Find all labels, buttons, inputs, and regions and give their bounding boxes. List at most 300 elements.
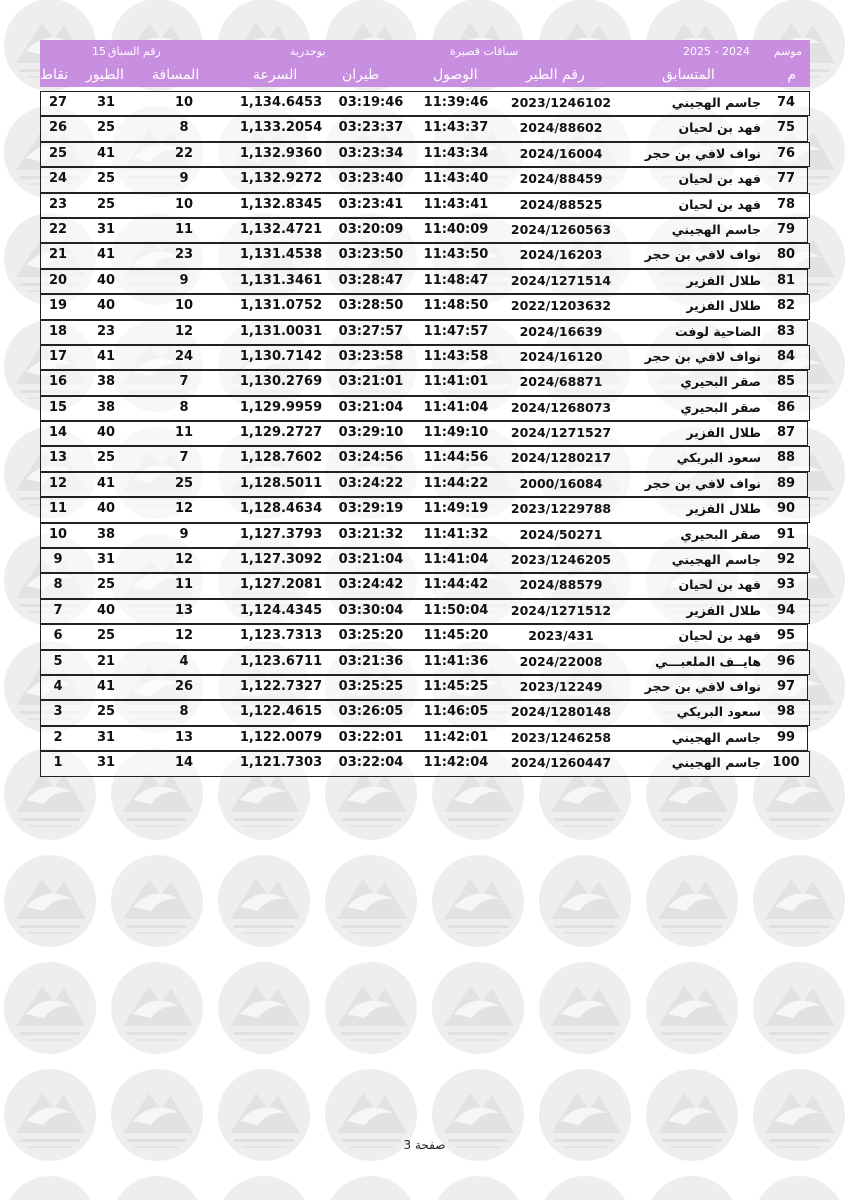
cell-speed: 1,127.3793	[239, 526, 323, 542]
cell-distance: 14	[174, 755, 194, 771]
cell-distance: 10	[174, 95, 194, 110]
table-row	[40, 726, 808, 751]
cell-arrival: 11:44:56	[423, 450, 489, 466]
cell-name: طلال الفزير	[686, 501, 761, 517]
cell-points: 4	[53, 678, 63, 694]
cell-num: 81	[776, 272, 796, 288]
cell-flight: 03:23:34	[338, 145, 404, 161]
cell-flight: 03:28:47	[338, 272, 404, 288]
col-num: م	[787, 66, 796, 83]
cell-flight: 03:23:58	[338, 348, 404, 364]
cell-birds: 41	[96, 678, 116, 694]
cell-speed: 1,133.2054	[239, 120, 323, 136]
cell-name: طلال الفزير	[686, 425, 761, 441]
cell-num: 74	[776, 95, 796, 110]
cell-points: 3	[53, 704, 63, 720]
cell-flight: 03:19:46	[338, 95, 404, 110]
cell-points: 11	[48, 501, 68, 517]
watermark-logo	[111, 855, 203, 947]
table-row	[40, 142, 810, 167]
cell-arrival: 11:50:04	[423, 602, 489, 618]
cell-distance: 9	[179, 526, 189, 542]
cell-speed: 1,124.4345	[239, 602, 323, 618]
cell-flight: 03:21:04	[338, 552, 404, 568]
cell-points: 21	[48, 247, 68, 263]
cell-flight: 03:23:37	[338, 120, 404, 136]
cell-distance: 12	[174, 552, 194, 568]
table-row	[40, 573, 808, 598]
watermark-logo	[432, 1176, 524, 1200]
table-row	[40, 548, 810, 573]
cell-ring: 2023/12249	[519, 678, 603, 694]
watermark-logo	[646, 1176, 738, 1200]
cell-name: طلال الفزير	[686, 602, 761, 618]
table-row	[40, 320, 808, 345]
cell-speed: 1,128.5011	[239, 475, 323, 491]
table-row	[40, 396, 810, 421]
cell-speed: 1,128.7602	[239, 450, 323, 466]
cell-num: 92	[776, 552, 796, 568]
cell-distance: 22	[174, 145, 194, 161]
cell-ring: 2023/1229788	[510, 501, 612, 517]
cell-name: سعود البريكي	[676, 704, 761, 720]
table-title-bar	[40, 40, 810, 62]
race-number: 15	[92, 44, 106, 58]
cell-birds: 25	[96, 171, 116, 187]
cell-flight: 03:20:09	[338, 221, 404, 237]
cell-num: 79	[776, 221, 796, 237]
cell-ring: 2024/88525	[519, 196, 603, 212]
cell-birds: 23	[96, 323, 116, 339]
table-header-row	[40, 62, 810, 87]
cell-points: 26	[48, 120, 68, 136]
cell-flight: 03:24:22	[338, 475, 404, 491]
cell-arrival: 11:43:37	[423, 120, 489, 136]
cell-points: 17	[48, 348, 68, 364]
cell-flight: 03:28:50	[338, 298, 404, 314]
col-distance: المسافة	[152, 66, 200, 83]
cell-points: 5	[53, 653, 63, 669]
cell-distance: 26	[174, 678, 194, 694]
cell-distance: 11	[174, 425, 194, 441]
cell-name: جاسم الهجيني	[671, 755, 761, 771]
watermark-logo	[753, 1176, 845, 1200]
cell-num: 85	[776, 374, 796, 390]
cell-distance: 11	[174, 221, 194, 237]
cell-flight: 03:24:42	[338, 577, 404, 593]
cell-birds: 21	[96, 653, 116, 669]
results-table	[40, 40, 810, 777]
col-flight: طيران	[342, 66, 380, 83]
cell-distance: 13	[174, 602, 194, 618]
cell-flight: 03:23:40	[338, 171, 404, 187]
cell-ring: 2024/88602	[519, 120, 603, 136]
cell-name: جاسم الهجيني	[671, 552, 761, 568]
cell-arrival: 11:45:25	[423, 678, 489, 694]
table-row	[40, 599, 810, 624]
cell-num: 95	[776, 628, 796, 644]
cell-speed: 1,132.9272	[239, 171, 323, 187]
cell-points: 19	[48, 298, 68, 314]
cell-arrival: 11:42:01	[423, 729, 489, 745]
cell-arrival: 11:43:40	[423, 171, 489, 187]
cell-name: صقر البحيري	[680, 399, 761, 415]
cell-speed: 1,132.4721	[239, 221, 323, 237]
cell-num: 77	[776, 171, 796, 187]
watermark-logo	[111, 962, 203, 1054]
cell-points: 24	[48, 171, 68, 187]
cell-arrival: 11:41:32	[423, 526, 489, 542]
cell-arrival: 11:41:04	[423, 552, 489, 568]
cell-birds: 41	[96, 145, 116, 161]
table-row	[40, 193, 810, 218]
cell-arrival: 11:41:36	[423, 653, 489, 669]
cell-arrival: 11:46:05	[423, 704, 489, 720]
table-row	[40, 523, 808, 548]
season-label: موسم	[773, 44, 802, 58]
cell-name: نواف لافي بن حجر	[644, 348, 761, 364]
cell-ring: 2024/16004	[519, 145, 603, 161]
cell-birds: 40	[96, 425, 116, 441]
cell-points: 12	[48, 475, 68, 491]
cell-flight: 03:29:10	[338, 425, 404, 441]
page-number: صفحة 3	[403, 1138, 446, 1152]
cell-flight: 03:22:01	[338, 729, 404, 745]
cell-birds: 31	[96, 552, 116, 568]
cell-distance: 24	[174, 348, 194, 364]
col-arrival: الوصول	[433, 66, 478, 83]
watermark-logo	[432, 855, 524, 947]
cell-name: فهد بن لحيان	[678, 120, 761, 136]
cell-arrival: 11:48:50	[423, 298, 489, 314]
cell-birds: 31	[96, 95, 116, 110]
cell-arrival: 11:43:50	[423, 247, 489, 263]
cell-name: جاسم الهجيني	[671, 95, 761, 110]
cell-num: 90	[776, 501, 796, 517]
cell-distance: 13	[174, 729, 194, 745]
cell-speed: 1,123.7313	[239, 628, 323, 644]
cell-name: جاسم الهجيني	[671, 729, 761, 745]
cell-arrival: 11:39:46	[423, 95, 489, 110]
cell-num: 84	[776, 348, 796, 364]
cell-points: 23	[48, 196, 68, 212]
cell-birds: 40	[96, 602, 116, 618]
cell-num: 96	[776, 653, 796, 669]
cell-ring: 2024/1271527	[510, 425, 612, 441]
cell-ring: 2024/1260447	[510, 755, 612, 771]
cell-arrival: 11:41:04	[423, 399, 489, 415]
watermark-logo	[4, 1176, 96, 1200]
table-row	[40, 421, 808, 446]
cell-ring: 2024/50271	[519, 526, 603, 542]
cell-arrival: 11:43:34	[423, 145, 489, 161]
cell-distance: 9	[179, 171, 189, 187]
cell-speed: 1,134.6453	[239, 95, 323, 110]
cell-ring: 2023/1246205	[510, 552, 612, 568]
cell-birds: 41	[96, 247, 116, 263]
col-name: المتسابق	[662, 66, 715, 83]
cell-flight: 03:23:41	[338, 196, 404, 212]
cell-ring: 2024/1268073	[510, 399, 612, 415]
cell-name: صقر البحيري	[680, 526, 761, 542]
cell-ring: 2024/16203	[519, 247, 603, 263]
cell-birds: 31	[96, 729, 116, 745]
cell-num: 82	[776, 298, 796, 314]
cell-distance: 25	[174, 475, 194, 491]
cell-distance: 9	[179, 272, 189, 288]
watermark-logo	[111, 1176, 203, 1200]
cell-points: 7	[53, 602, 63, 618]
cell-arrival: 11:49:10	[423, 425, 489, 441]
cell-points: 10	[48, 526, 68, 542]
cell-flight: 03:21:01	[338, 374, 404, 390]
watermark-logo	[218, 855, 310, 947]
cell-birds: 38	[96, 399, 116, 415]
cell-arrival: 11:45:20	[423, 628, 489, 644]
cell-points: 25	[48, 145, 68, 161]
table-row	[40, 624, 808, 649]
cell-num: 80	[776, 247, 796, 263]
table-row	[40, 218, 808, 243]
watermark-logo	[432, 962, 524, 1054]
cell-speed: 1,131.0752	[239, 298, 323, 314]
cell-ring: 2024/22008	[519, 653, 603, 669]
cell-name: الضاحية لوفت	[675, 323, 761, 339]
cell-birds: 25	[96, 628, 116, 644]
table-row	[40, 497, 810, 522]
cell-birds: 40	[96, 298, 116, 314]
cell-birds: 38	[96, 526, 116, 542]
cell-flight: 03:21:36	[338, 653, 404, 669]
cell-name: نواف لافي بن حجر	[644, 678, 761, 694]
race-number-label: رقم السباق	[108, 44, 161, 58]
watermark-logo	[646, 962, 738, 1054]
cell-ring: 2000/16084	[519, 475, 603, 491]
cell-num: 87	[776, 425, 796, 441]
table-row	[40, 91, 810, 116]
cell-ring: 2024/88459	[519, 171, 603, 187]
cell-speed: 1,123.6711	[239, 653, 323, 669]
cell-num: 86	[776, 399, 796, 415]
cell-num: 93	[776, 577, 796, 593]
table-row	[40, 650, 810, 675]
cell-num: 99	[776, 729, 796, 745]
cell-ring: 2024/1271512	[510, 602, 612, 618]
cell-flight: 03:23:50	[338, 247, 404, 263]
watermark-logo	[539, 855, 631, 947]
table-row	[40, 116, 808, 141]
table-row	[40, 472, 808, 497]
watermark-logo	[325, 1176, 417, 1200]
cell-points: 18	[48, 323, 68, 339]
cell-name: فهد بن لحيان	[678, 628, 761, 644]
cell-distance: 8	[179, 704, 189, 720]
table-row	[40, 675, 808, 700]
cell-points: 8	[53, 577, 63, 593]
cell-distance: 12	[174, 501, 194, 517]
cell-arrival: 11:44:42	[423, 577, 489, 593]
watermark-logo	[753, 962, 845, 1054]
cell-birds: 25	[96, 704, 116, 720]
cell-ring: 2023/431	[528, 628, 594, 644]
col-birds: الطيور	[86, 66, 124, 83]
cell-ring: 2024/1271514	[510, 272, 612, 288]
cell-arrival: 11:47:57	[423, 323, 489, 339]
cell-arrival: 11:49:19	[423, 501, 489, 517]
cell-distance: 8	[179, 399, 189, 415]
cell-name: نواف لافي بن حجر	[644, 475, 761, 491]
cell-flight: 03:29:19	[338, 501, 404, 517]
cell-ring: 2024/16120	[519, 348, 603, 364]
cell-speed: 1,130.7142	[239, 348, 323, 364]
cell-birds: 41	[96, 348, 116, 364]
cell-arrival: 11:42:04	[423, 755, 489, 771]
cell-speed: 1,129.9959	[239, 399, 323, 415]
watermark-logo	[539, 1176, 631, 1200]
cell-distance: 10	[174, 196, 194, 212]
watermark-logo	[325, 855, 417, 947]
cell-distance: 7	[179, 450, 189, 466]
cell-birds: 40	[96, 272, 116, 288]
table-row	[40, 294, 810, 319]
cell-distance: 4	[179, 653, 189, 669]
cell-name: نواف لافي بن حجر	[644, 145, 761, 161]
season-value: 2025 - 2024	[683, 44, 750, 58]
cell-points: 22	[48, 221, 68, 237]
cell-num: 98	[776, 704, 796, 720]
cell-points: 27	[48, 95, 68, 110]
cell-speed: 1,132.8345	[239, 196, 323, 212]
cell-name: هايــف الملعبـــي	[655, 653, 761, 669]
cell-speed: 1,121.7303	[239, 755, 323, 771]
cell-birds: 25	[96, 196, 116, 212]
watermark-logo	[218, 962, 310, 1054]
cell-num: 97	[776, 678, 796, 694]
cell-distance: 12	[174, 628, 194, 644]
table-row	[40, 370, 808, 395]
cell-distance: 7	[179, 374, 189, 390]
cell-arrival: 11:43:58	[423, 348, 489, 364]
cell-points: 2	[53, 729, 63, 745]
cell-name: سعود البريكي	[676, 450, 761, 466]
table-row	[40, 751, 810, 776]
cell-ring: 2023/1246102	[510, 95, 612, 110]
cell-birds: 25	[96, 577, 116, 593]
cell-name: طلال الفزير	[686, 272, 761, 288]
race-type: سباقات قصيرة	[450, 44, 519, 58]
cell-flight: 03:21:32	[338, 526, 404, 542]
cell-arrival: 11:48:47	[423, 272, 489, 288]
cell-ring: 2023/1246258	[510, 729, 612, 745]
cell-points: 20	[48, 272, 68, 288]
watermark-logo	[4, 962, 96, 1054]
cell-arrival: 11:43:41	[423, 196, 489, 212]
cell-points: 6	[53, 628, 63, 644]
cell-num: 88	[776, 450, 796, 466]
col-points: نقاط	[40, 66, 69, 83]
cell-num: 91	[776, 526, 796, 542]
cell-ring: 2024/16639	[519, 323, 603, 339]
cell-num: 83	[776, 323, 796, 339]
cell-birds: 41	[96, 475, 116, 491]
table-row	[40, 167, 808, 192]
cell-arrival: 11:40:09	[423, 221, 489, 237]
watermark-logo	[646, 855, 738, 947]
table-row	[40, 345, 810, 370]
cell-ring: 2024/1280217	[510, 450, 612, 466]
cell-points: 14	[48, 425, 68, 441]
cell-num: 94	[776, 602, 796, 618]
cell-speed: 1,131.3461	[239, 272, 323, 288]
cell-speed: 1,131.0031	[239, 323, 323, 339]
cell-birds: 38	[96, 374, 116, 390]
cell-flight: 03:26:05	[338, 704, 404, 720]
cell-speed: 1,128.4634	[239, 501, 323, 517]
cell-flight: 03:21:04	[338, 399, 404, 415]
cell-name: فهد بن لحيان	[678, 196, 761, 212]
watermark-logo	[4, 855, 96, 947]
cell-name: جاسم الهجيني	[671, 221, 761, 237]
cell-ring: 2024/68871	[519, 374, 603, 390]
cell-ring: 2024/1260563	[510, 221, 612, 237]
cell-speed: 1,122.7327	[239, 678, 323, 694]
cell-flight: 03:25:20	[338, 628, 404, 644]
cell-distance: 23	[174, 247, 194, 263]
cell-points: 15	[48, 399, 68, 415]
cell-points: 13	[48, 450, 68, 466]
cell-num: 100	[772, 755, 800, 771]
cell-speed: 1,122.4615	[239, 704, 323, 720]
cell-flight: 03:24:56	[338, 450, 404, 466]
location: بوحدرية	[290, 44, 326, 58]
cell-name: فهد بن لحيان	[678, 171, 761, 187]
cell-points: 16	[48, 374, 68, 390]
cell-speed: 1,127.3092	[239, 552, 323, 568]
cell-name: طلال الفزير	[686, 298, 761, 314]
cell-birds: 25	[96, 450, 116, 466]
cell-num: 75	[776, 120, 796, 136]
cell-points: 9	[53, 552, 63, 568]
table-row	[40, 700, 810, 725]
cell-speed: 1,131.4538	[239, 247, 323, 263]
cell-flight: 03:25:25	[338, 678, 404, 694]
cell-speed: 1,122.0079	[239, 729, 323, 745]
cell-flight: 03:22:04	[338, 755, 404, 771]
cell-distance: 8	[179, 120, 189, 136]
cell-arrival: 11:44:22	[423, 475, 489, 491]
cell-arrival: 11:41:01	[423, 374, 489, 390]
table-body	[40, 91, 810, 777]
cell-distance: 11	[174, 577, 194, 593]
table-row	[40, 446, 810, 471]
cell-name: صقر البحيري	[680, 374, 761, 390]
cell-num: 89	[776, 475, 796, 491]
cell-num: 76	[776, 145, 796, 161]
watermark-logo	[539, 962, 631, 1054]
cell-ring: 2024/88579	[519, 577, 603, 593]
cell-flight: 03:30:04	[338, 602, 404, 618]
cell-name: نواف لافي بن حجر	[644, 247, 761, 263]
cell-name: فهد بن لحيان	[678, 577, 761, 593]
cell-speed: 1,130.2769	[239, 374, 323, 390]
cell-distance: 12	[174, 323, 194, 339]
cell-speed: 1,129.2727	[239, 425, 323, 441]
cell-speed: 1,132.9360	[239, 145, 323, 161]
cell-ring: 2024/1280148	[510, 704, 612, 720]
cell-birds: 31	[96, 755, 116, 771]
cell-birds: 25	[96, 120, 116, 136]
cell-speed: 1,127.2081	[239, 577, 323, 593]
